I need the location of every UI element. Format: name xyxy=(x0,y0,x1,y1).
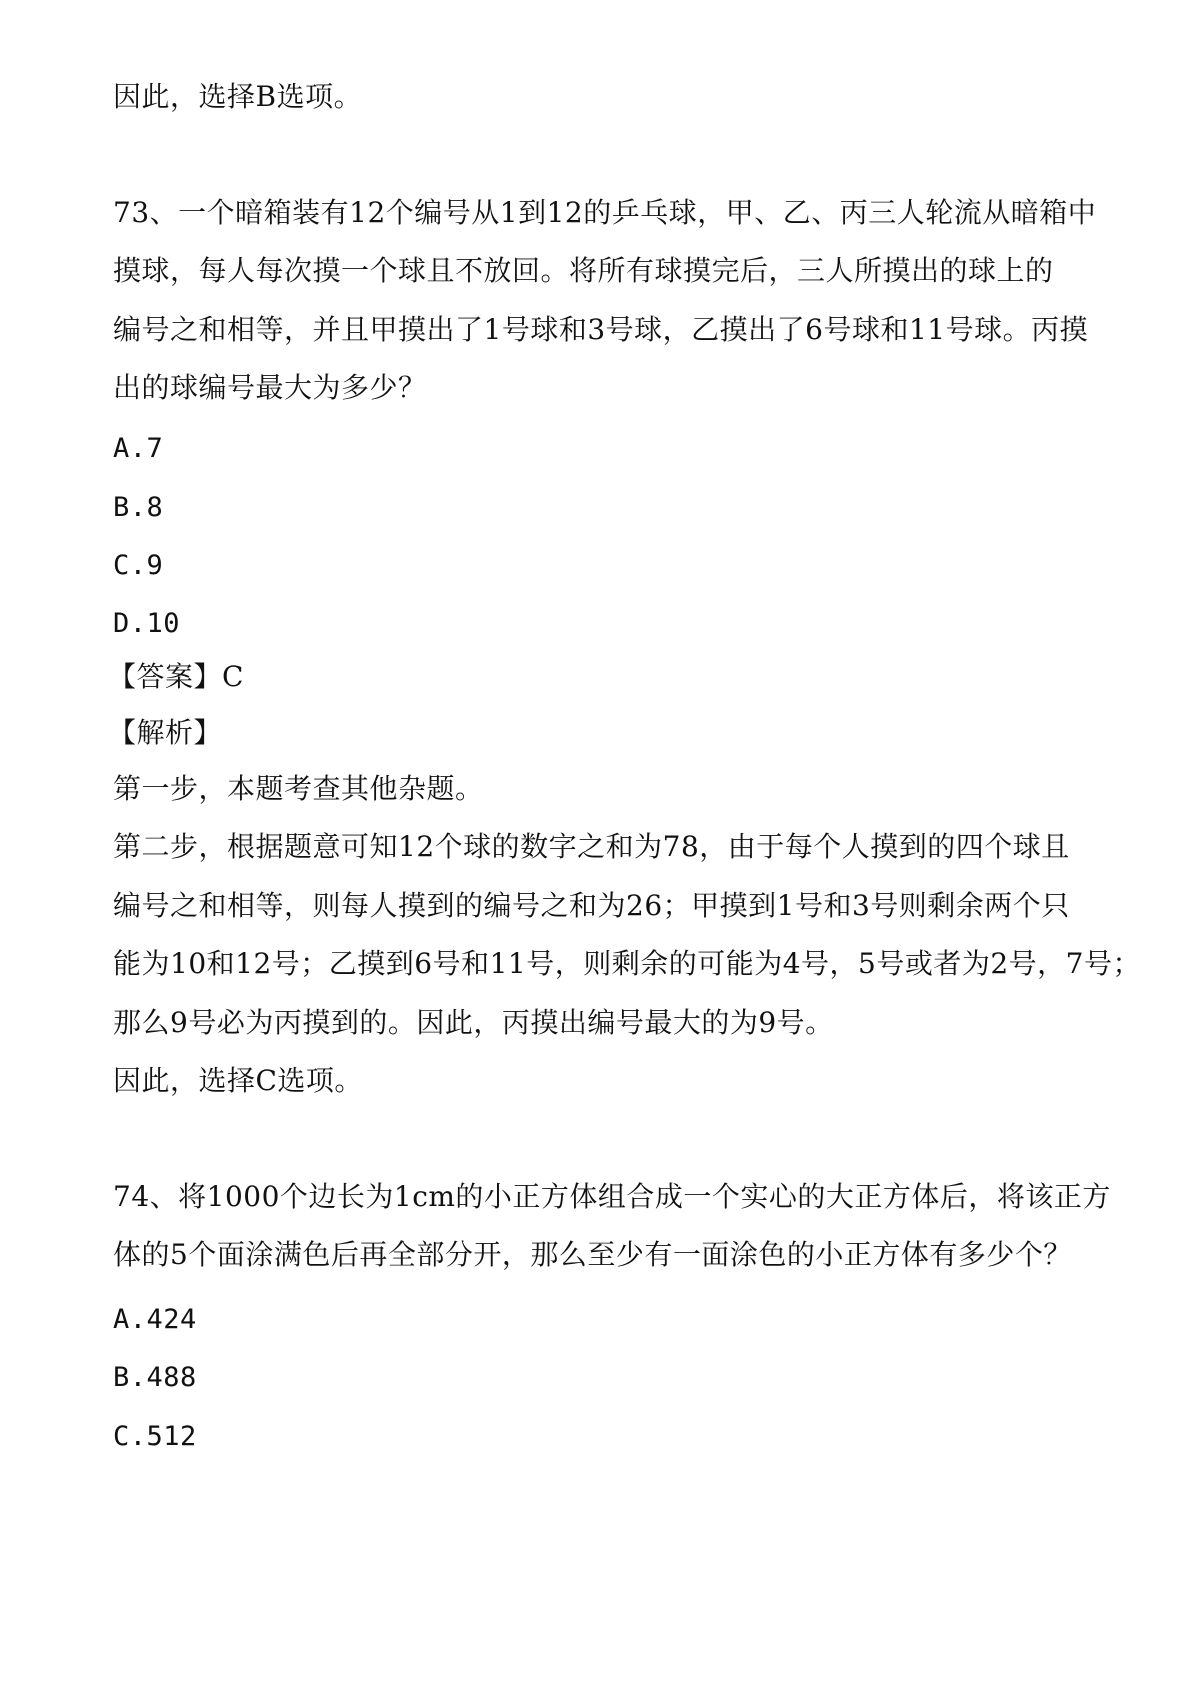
question-73-step-2-line-1: 第二步，根据题意可知12个球的数字之和为78，由于每个人摸到的四个球且 xyxy=(113,830,1070,863)
question-73-text-line-4: 出的球编号最大为多少？ xyxy=(113,371,427,404)
question-73-text-line-3: 编号之和相等，并且甲摸出了1号球和3号球，乙摸出了6号球和11号球。丙摸 xyxy=(113,313,1089,346)
question-73-step-2-line-4: 那么9号必为丙摸到的。因此，丙摸出编号最大的为9号。 xyxy=(113,1006,834,1039)
question-73-text-line-2: 摸球，每人每次摸一个球且不放回。将所有球摸完后，三人所摸出的球上的 xyxy=(113,254,1054,287)
question-73-step-2-line-2: 编号之和相等，则每人摸到的编号之和为26；甲摸到1号和3号则剩余两个只 xyxy=(113,889,1070,922)
question-73-option-d: D.10 xyxy=(113,608,181,639)
question-73-text-line-1: 73、一个暗箱装有12个编号从1到12的乒乓球，甲、乙、丙三人轮流从暗箱中 xyxy=(113,196,1097,229)
question-74-text-line-1: 74、将1000个边长为1cm的小正方体组合成一个实心的大正方体后，将该正方 xyxy=(113,1180,1111,1213)
question-73-step-2-line-3: 能为10和12号；乙摸到6号和11号，则剩余的可能为4号，5号或者为2号，7号； xyxy=(113,947,1141,980)
question-73-option-b: B.8 xyxy=(113,492,164,523)
question-74-text-line-2: 体的5个面涂满色后再全部分开，那么至少有一面涂色的小正方体有多少个？ xyxy=(113,1238,1072,1271)
question-74-option-c: C.512 xyxy=(113,1421,197,1452)
question-73-option-c: C.9 xyxy=(113,550,164,581)
question-74-option-a: A.424 xyxy=(113,1304,197,1335)
question-73-analysis-label: 【解析】 xyxy=(108,716,223,749)
question-73-conclusion: 因此，选择C选项。 xyxy=(113,1064,363,1097)
previous-conclusion: 因此，选择B选项。 xyxy=(113,80,363,113)
question-73-option-a: A.7 xyxy=(113,433,164,464)
question-74-option-b: B.488 xyxy=(113,1362,197,1393)
question-73-answer: 【答案】C xyxy=(108,660,244,693)
question-73-step-1: 第一步，本题考查其他杂题。 xyxy=(113,772,484,805)
